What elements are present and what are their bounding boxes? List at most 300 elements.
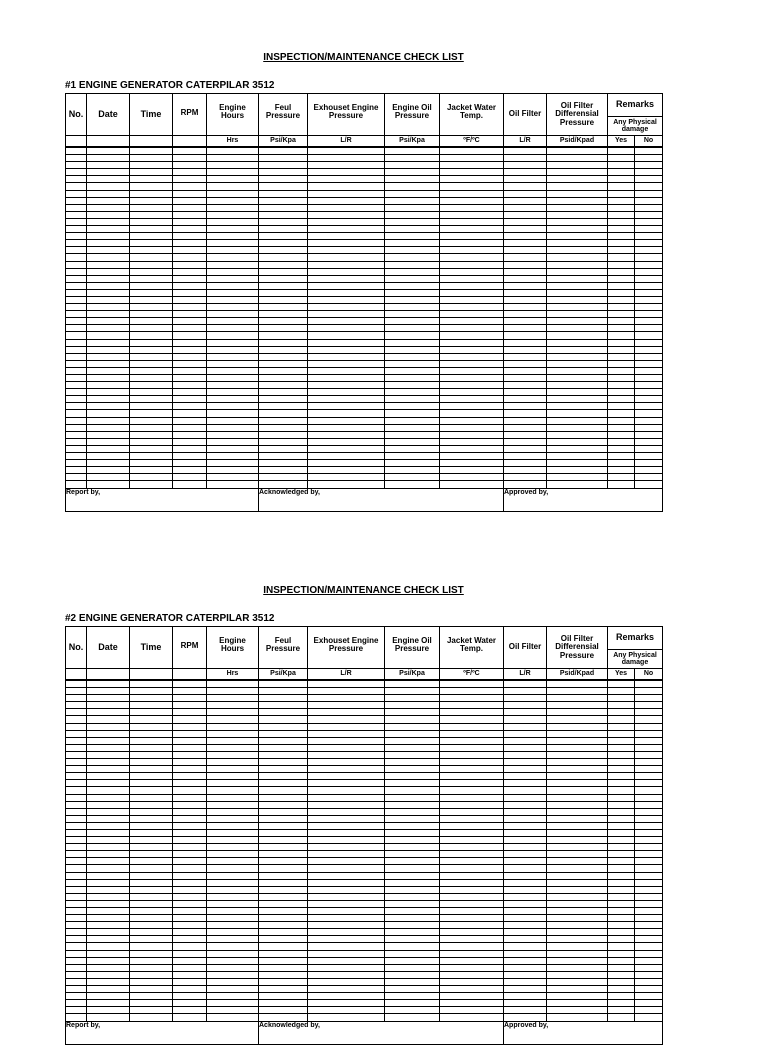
entry-cell[interactable]: [173, 688, 207, 695]
entry-cell[interactable]: [608, 474, 635, 481]
entry-cell[interactable]: [207, 950, 259, 957]
entry-cell[interactable]: [173, 339, 207, 346]
entry-cell[interactable]: [385, 680, 440, 688]
entry-cell[interactable]: [259, 247, 308, 254]
entry-cell[interactable]: [547, 332, 608, 339]
entry-cell[interactable]: [440, 936, 504, 943]
entry-cell[interactable]: [608, 837, 635, 844]
entry-cell[interactable]: [385, 396, 440, 403]
entry-cell[interactable]: [608, 481, 635, 488]
entry-cell[interactable]: [504, 410, 547, 417]
entry-cell[interactable]: [385, 296, 440, 303]
entry-cell[interactable]: [385, 858, 440, 865]
entry-cell[interactable]: [635, 702, 663, 709]
entry-cell[interactable]: [385, 695, 440, 702]
entry-cell[interactable]: [385, 723, 440, 730]
entry-cell[interactable]: [66, 1014, 87, 1021]
entry-cell[interactable]: [440, 403, 504, 410]
entry-cell[interactable]: [635, 445, 663, 452]
entry-cell[interactable]: [440, 680, 504, 688]
entry-cell[interactable]: [87, 794, 130, 801]
entry-cell[interactable]: [66, 162, 87, 169]
entry-cell[interactable]: [385, 879, 440, 886]
entry-cell[interactable]: [440, 318, 504, 325]
entry-cell[interactable]: [173, 766, 207, 773]
entry-cell[interactable]: [207, 872, 259, 879]
entry-cell[interactable]: [608, 375, 635, 382]
entry-cell[interactable]: [87, 453, 130, 460]
entry-cell[interactable]: [87, 311, 130, 318]
entry-cell[interactable]: [504, 808, 547, 815]
entry-cell[interactable]: [66, 723, 87, 730]
entry-cell[interactable]: [207, 929, 259, 936]
entry-cell[interactable]: [259, 759, 308, 766]
entry-cell[interactable]: [66, 900, 87, 907]
entry-cell[interactable]: [440, 978, 504, 985]
entry-cell[interactable]: [130, 929, 173, 936]
entry-cell[interactable]: [259, 268, 308, 275]
entry-cell[interactable]: [635, 190, 663, 197]
entry-cell[interactable]: [66, 971, 87, 978]
entry-cell[interactable]: [635, 695, 663, 702]
entry-cell[interactable]: [635, 304, 663, 311]
entry-cell[interactable]: [385, 1007, 440, 1014]
entry-cell[interactable]: [173, 460, 207, 467]
entry-cell[interactable]: [173, 695, 207, 702]
entry-cell[interactable]: [440, 723, 504, 730]
entry-cell[interactable]: [608, 822, 635, 829]
entry-cell[interactable]: [207, 424, 259, 431]
entry-cell[interactable]: [547, 289, 608, 296]
entry-cell[interactable]: [504, 353, 547, 360]
entry-cell[interactable]: [635, 162, 663, 169]
entry-cell[interactable]: [440, 247, 504, 254]
entry-cell[interactable]: [608, 403, 635, 410]
entry-cell[interactable]: [504, 367, 547, 374]
entry-cell[interactable]: [308, 367, 385, 374]
entry-cell[interactable]: [66, 431, 87, 438]
entry-cell[interactable]: [259, 716, 308, 723]
entry-cell[interactable]: [547, 688, 608, 695]
entry-cell[interactable]: [66, 445, 87, 452]
entry-cell[interactable]: [504, 254, 547, 261]
entry-cell[interactable]: [259, 367, 308, 374]
entry-cell[interactable]: [66, 716, 87, 723]
entry-cell[interactable]: [308, 311, 385, 318]
entry-cell[interactable]: [504, 240, 547, 247]
entry-cell[interactable]: [547, 950, 608, 957]
entry-cell[interactable]: [66, 339, 87, 346]
entry-cell[interactable]: [66, 815, 87, 822]
entry-cell[interactable]: [504, 1007, 547, 1014]
entry-cell[interactable]: [130, 886, 173, 893]
entry-cell[interactable]: [608, 688, 635, 695]
entry-cell[interactable]: [504, 147, 547, 155]
entry-cell[interactable]: [547, 296, 608, 303]
entry-cell[interactable]: [207, 346, 259, 353]
entry-cell[interactable]: [259, 445, 308, 452]
entry-cell[interactable]: [635, 908, 663, 915]
entry-cell[interactable]: [440, 183, 504, 190]
entry-cell[interactable]: [173, 233, 207, 240]
entry-cell[interactable]: [173, 737, 207, 744]
entry-cell[interactable]: [635, 268, 663, 275]
entry-cell[interactable]: [504, 339, 547, 346]
entry-cell[interactable]: [207, 367, 259, 374]
entry-cell[interactable]: [173, 431, 207, 438]
entry-cell[interactable]: [547, 829, 608, 836]
entry-cell[interactable]: [130, 304, 173, 311]
entry-cell[interactable]: [635, 773, 663, 780]
entry-cell[interactable]: [608, 197, 635, 204]
entry-cell[interactable]: [385, 261, 440, 268]
entry-cell[interactable]: [66, 943, 87, 950]
entry-cell[interactable]: [440, 304, 504, 311]
entry-cell[interactable]: [440, 282, 504, 289]
entry-cell[interactable]: [504, 822, 547, 829]
entry-cell[interactable]: [87, 296, 130, 303]
entry-cell[interactable]: [608, 247, 635, 254]
entry-cell[interactable]: [173, 296, 207, 303]
entry-cell[interactable]: [173, 886, 207, 893]
entry-cell[interactable]: [173, 360, 207, 367]
entry-cell[interactable]: [385, 445, 440, 452]
entry-cell[interactable]: [87, 1000, 130, 1007]
entry-cell[interactable]: [173, 971, 207, 978]
entry-cell[interactable]: [385, 971, 440, 978]
entry-cell[interactable]: [385, 424, 440, 431]
entry-cell[interactable]: [207, 311, 259, 318]
entry-cell[interactable]: [440, 204, 504, 211]
entry-cell[interactable]: [66, 382, 87, 389]
entry-cell[interactable]: [207, 986, 259, 993]
entry-cell[interactable]: [440, 737, 504, 744]
entry-cell[interactable]: [385, 957, 440, 964]
entry-cell[interactable]: [440, 389, 504, 396]
entry-cell[interactable]: [87, 410, 130, 417]
entry-cell[interactable]: [308, 794, 385, 801]
entry-cell[interactable]: [385, 688, 440, 695]
entry-cell[interactable]: [547, 431, 608, 438]
entry-cell[interactable]: [259, 957, 308, 964]
entry-cell[interactable]: [385, 943, 440, 950]
entry-cell[interactable]: [259, 829, 308, 836]
entry-cell[interactable]: [130, 723, 173, 730]
entry-cell[interactable]: [547, 922, 608, 929]
entry-cell[interactable]: [308, 915, 385, 922]
entry-cell[interactable]: [130, 680, 173, 688]
entry-cell[interactable]: [173, 162, 207, 169]
entry-cell[interactable]: [608, 851, 635, 858]
entry-cell[interactable]: [173, 282, 207, 289]
entry-cell[interactable]: [308, 929, 385, 936]
entry-cell[interactable]: [207, 169, 259, 176]
entry-cell[interactable]: [635, 737, 663, 744]
entry-cell[interactable]: [308, 716, 385, 723]
entry-cell[interactable]: [504, 396, 547, 403]
entry-cell[interactable]: [635, 353, 663, 360]
entry-cell[interactable]: [308, 304, 385, 311]
entry-cell[interactable]: [385, 240, 440, 247]
entry-cell[interactable]: [130, 815, 173, 822]
entry-cell[interactable]: [207, 396, 259, 403]
entry-cell[interactable]: [259, 375, 308, 382]
entry-cell[interactable]: [130, 211, 173, 218]
entry-cell[interactable]: [130, 367, 173, 374]
entry-cell[interactable]: [547, 886, 608, 893]
entry-cell[interactable]: [504, 794, 547, 801]
entry-cell[interactable]: [385, 1014, 440, 1021]
entry-cell[interactable]: [130, 858, 173, 865]
entry-cell[interactable]: [504, 936, 547, 943]
entry-cell[interactable]: [608, 296, 635, 303]
entry-cell[interactable]: [385, 190, 440, 197]
entry-cell[interactable]: [87, 403, 130, 410]
entry-cell[interactable]: [504, 204, 547, 211]
entry-cell[interactable]: [504, 950, 547, 957]
entry-cell[interactable]: [130, 872, 173, 879]
entry-cell[interactable]: [385, 268, 440, 275]
entry-cell[interactable]: [87, 815, 130, 822]
entry-cell[interactable]: [259, 915, 308, 922]
entry-cell[interactable]: [547, 268, 608, 275]
entry-cell[interactable]: [608, 218, 635, 225]
entry-cell[interactable]: [547, 751, 608, 758]
entry-cell[interactable]: [608, 311, 635, 318]
entry-cell[interactable]: [504, 943, 547, 950]
entry-cell[interactable]: [504, 445, 547, 452]
entry-cell[interactable]: [608, 915, 635, 922]
entry-cell[interactable]: [66, 837, 87, 844]
entry-cell[interactable]: [130, 197, 173, 204]
entry-cell[interactable]: [173, 709, 207, 716]
entry-cell[interactable]: [130, 240, 173, 247]
entry-cell[interactable]: [547, 872, 608, 879]
entry-cell[interactable]: [608, 964, 635, 971]
entry-cell[interactable]: [173, 275, 207, 282]
entry-cell[interactable]: [635, 226, 663, 233]
entry-cell[interactable]: [440, 438, 504, 445]
entry-cell[interactable]: [440, 467, 504, 474]
entry-cell[interactable]: [130, 865, 173, 872]
entry-cell[interactable]: [66, 389, 87, 396]
entry-cell[interactable]: [504, 908, 547, 915]
entry-cell[interactable]: [207, 162, 259, 169]
entry-cell[interactable]: [259, 971, 308, 978]
entry-cell[interactable]: [308, 822, 385, 829]
entry-cell[interactable]: [130, 204, 173, 211]
entry-cell[interactable]: [308, 1014, 385, 1021]
entry-cell[interactable]: [385, 851, 440, 858]
entry-cell[interactable]: [385, 353, 440, 360]
entry-cell[interactable]: [207, 460, 259, 467]
entry-cell[interactable]: [207, 695, 259, 702]
entry-cell[interactable]: [207, 211, 259, 218]
entry-cell[interactable]: [66, 233, 87, 240]
entry-cell[interactable]: [66, 822, 87, 829]
entry-cell[interactable]: [635, 424, 663, 431]
entry-cell[interactable]: [87, 438, 130, 445]
entry-cell[interactable]: [440, 218, 504, 225]
entry-cell[interactable]: [66, 773, 87, 780]
entry-cell[interactable]: [173, 289, 207, 296]
entry-cell[interactable]: [635, 296, 663, 303]
entry-cell[interactable]: [66, 318, 87, 325]
entry-cell[interactable]: [173, 311, 207, 318]
entry-cell[interactable]: [130, 950, 173, 957]
entry-cell[interactable]: [504, 226, 547, 233]
entry-cell[interactable]: [259, 1000, 308, 1007]
entry-cell[interactable]: [385, 318, 440, 325]
entry-cell[interactable]: [308, 872, 385, 879]
entry-cell[interactable]: [385, 915, 440, 922]
entry-cell[interactable]: [440, 844, 504, 851]
entry-cell[interactable]: [130, 183, 173, 190]
entry-cell[interactable]: [385, 204, 440, 211]
entry-cell[interactable]: [207, 1014, 259, 1021]
entry-cell[interactable]: [635, 1000, 663, 1007]
entry-cell[interactable]: [440, 751, 504, 758]
entry-cell[interactable]: [385, 474, 440, 481]
entry-cell[interactable]: [385, 730, 440, 737]
entry-cell[interactable]: [504, 801, 547, 808]
entry-cell[interactable]: [207, 254, 259, 261]
entry-cell[interactable]: [259, 801, 308, 808]
entry-cell[interactable]: [259, 438, 308, 445]
entry-cell[interactable]: [385, 325, 440, 332]
entry-cell[interactable]: [504, 346, 547, 353]
entry-cell[interactable]: [635, 254, 663, 261]
entry-cell[interactable]: [608, 396, 635, 403]
entry-cell[interactable]: [87, 893, 130, 900]
entry-cell[interactable]: [87, 147, 130, 155]
entry-cell[interactable]: [547, 744, 608, 751]
entry-cell[interactable]: [635, 247, 663, 254]
entry-cell[interactable]: [608, 702, 635, 709]
entry-cell[interactable]: [130, 971, 173, 978]
entry-cell[interactable]: [385, 304, 440, 311]
entry-cell[interactable]: [385, 886, 440, 893]
entry-cell[interactable]: [547, 737, 608, 744]
entry-cell[interactable]: [66, 176, 87, 183]
entry-cell[interactable]: [547, 375, 608, 382]
entry-cell[interactable]: [207, 360, 259, 367]
entry-cell[interactable]: [635, 900, 663, 907]
entry-cell[interactable]: [259, 730, 308, 737]
entry-cell[interactable]: [385, 709, 440, 716]
entry-cell[interactable]: [259, 481, 308, 488]
entry-cell[interactable]: [87, 197, 130, 204]
entry-cell[interactable]: [130, 403, 173, 410]
entry-cell[interactable]: [259, 233, 308, 240]
entry-cell[interactable]: [308, 169, 385, 176]
entry-cell[interactable]: [259, 289, 308, 296]
entry-cell[interactable]: [66, 204, 87, 211]
entry-cell[interactable]: [259, 886, 308, 893]
entry-cell[interactable]: [504, 787, 547, 794]
entry-cell[interactable]: [504, 460, 547, 467]
entry-cell[interactable]: [173, 481, 207, 488]
entry-cell[interactable]: [173, 247, 207, 254]
entry-cell[interactable]: [504, 311, 547, 318]
entry-cell[interactable]: [385, 155, 440, 162]
entry-cell[interactable]: [440, 147, 504, 155]
entry-cell[interactable]: [308, 353, 385, 360]
entry-cell[interactable]: [207, 822, 259, 829]
entry-cell[interactable]: [207, 829, 259, 836]
entry-cell[interactable]: [66, 858, 87, 865]
entry-cell[interactable]: [87, 929, 130, 936]
entry-cell[interactable]: [547, 211, 608, 218]
entry-cell[interactable]: [635, 759, 663, 766]
entry-cell[interactable]: [608, 680, 635, 688]
entry-cell[interactable]: [547, 360, 608, 367]
entry-cell[interactable]: [66, 829, 87, 836]
entry-cell[interactable]: [207, 851, 259, 858]
entry-cell[interactable]: [308, 211, 385, 218]
entry-cell[interactable]: [130, 688, 173, 695]
entry-cell[interactable]: [173, 353, 207, 360]
entry-cell[interactable]: [385, 744, 440, 751]
entry-cell[interactable]: [440, 382, 504, 389]
entry-cell[interactable]: [547, 943, 608, 950]
entry-cell[interactable]: [440, 474, 504, 481]
entry-cell[interactable]: [440, 261, 504, 268]
entry-cell[interactable]: [440, 780, 504, 787]
entry-cell[interactable]: [130, 289, 173, 296]
entry-cell[interactable]: [259, 929, 308, 936]
entry-cell[interactable]: [173, 396, 207, 403]
entry-cell[interactable]: [308, 226, 385, 233]
entry-cell[interactable]: [608, 332, 635, 339]
entry-cell[interactable]: [440, 787, 504, 794]
entry-cell[interactable]: [259, 808, 308, 815]
entry-cell[interactable]: [547, 915, 608, 922]
entry-cell[interactable]: [504, 289, 547, 296]
entry-cell[interactable]: [130, 396, 173, 403]
entry-cell[interactable]: [87, 460, 130, 467]
entry-cell[interactable]: [87, 936, 130, 943]
entry-cell[interactable]: [440, 950, 504, 957]
entry-cell[interactable]: [635, 233, 663, 240]
entry-cell[interactable]: [308, 879, 385, 886]
entry-cell[interactable]: [608, 730, 635, 737]
entry-cell[interactable]: [66, 986, 87, 993]
entry-cell[interactable]: [207, 780, 259, 787]
entry-cell[interactable]: [635, 766, 663, 773]
entry-cell[interactable]: [259, 360, 308, 367]
entry-cell[interactable]: [504, 780, 547, 787]
entry-cell[interactable]: [66, 481, 87, 488]
entry-cell[interactable]: [130, 730, 173, 737]
entry-cell[interactable]: [87, 218, 130, 225]
entry-cell[interactable]: [207, 957, 259, 964]
entry-cell[interactable]: [635, 460, 663, 467]
entry-cell[interactable]: [66, 275, 87, 282]
entry-cell[interactable]: [66, 155, 87, 162]
entry-cell[interactable]: [87, 773, 130, 780]
entry-cell[interactable]: [608, 275, 635, 282]
entry-cell[interactable]: [385, 737, 440, 744]
entry-cell[interactable]: [207, 737, 259, 744]
entry-cell[interactable]: [608, 382, 635, 389]
entry-cell[interactable]: [259, 815, 308, 822]
entry-cell[interactable]: [173, 950, 207, 957]
entry-cell[interactable]: [87, 829, 130, 836]
entry-cell[interactable]: [259, 169, 308, 176]
entry-cell[interactable]: [66, 424, 87, 431]
entry-cell[interactable]: [207, 445, 259, 452]
